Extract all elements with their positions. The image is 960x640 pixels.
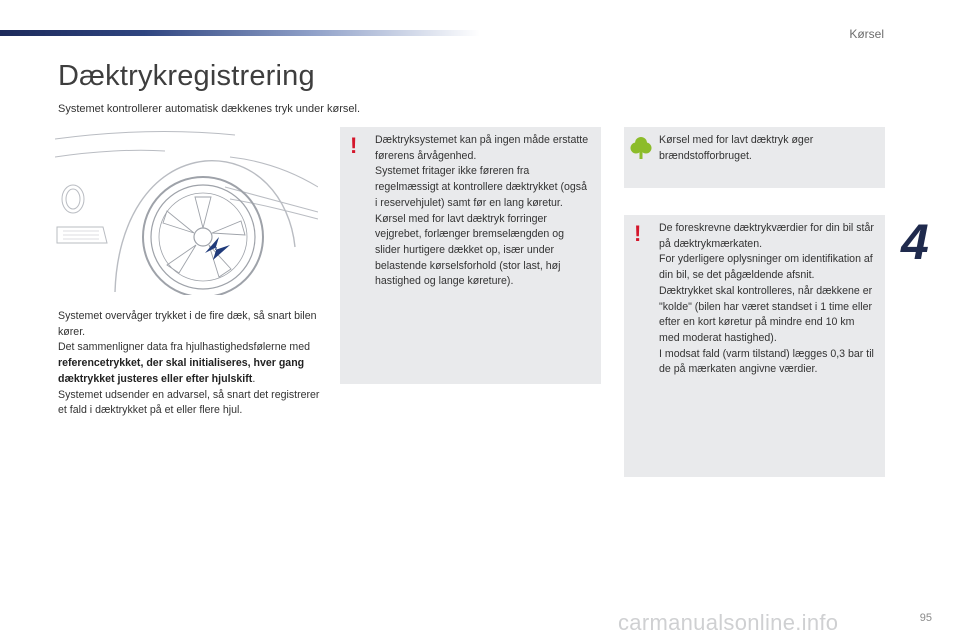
body-paragraph-2-bold: referencetrykket, der skal initialiseres, hver gang dæktrykket justeres eller efter hjulskift — [58, 357, 305, 385]
warning-box-1-paragraph-2: Systemet fritager ikke føreren fra regelmæssigt at kontrollere dæktrykket (også i reservehjulet) samt før en lang køretur. — [375, 165, 587, 209]
wheel-illustration — [55, 127, 318, 295]
warning-box-tyre-pressure-values — [624, 215, 885, 477]
arrow-icon — [205, 237, 230, 260]
warning-box-2-paragraph-4: I modsat fald (varm tilstand) lægges 0,3 bar til de på mærkaten angivne værdier. — [659, 347, 874, 376]
watermark: carmanualsonline.info — [618, 610, 839, 635]
body-paragraph-2 — [58, 340, 320, 387]
page-title: Dæktrykregistrering — [58, 60, 315, 92]
warning-box-2-paragraph-1: De foreskrevne dæktrykværdier for din bil står på dæktrykmærkaten. — [659, 222, 874, 250]
header-gradient-bar — [0, 30, 480, 36]
tree-icon — [630, 136, 652, 160]
warning-box-2-paragraph-3: Dæktrykket skal kontrolleres, når dækkene er "kolde" (bilen har været standset i 1 time eller efter en kort køretur på mindre end 10 km med moderat hastighed). — [659, 284, 873, 344]
eco-box-fuel-consumption — [624, 127, 885, 188]
body-paragraph-1: Systemet overvåger trykket i de fire dæk, så snart bilen kører. — [58, 310, 317, 338]
warning-box-1-paragraph-3: Kørsel med for lavt dæktryk forringer vejgrebet, forlænger bremselængden og slider hurtigere dækket op, især under belastende kørselsforhold (stor last, høj hastighed og lange køreture). — [375, 212, 565, 288]
warning-box-1-text — [375, 133, 591, 290]
warning-box-driver-attention — [340, 127, 601, 384]
section-label: Kørsel — [849, 27, 884, 41]
exclamation-icon: ! — [634, 221, 642, 246]
body-paragraph-2-end: . — [252, 372, 256, 385]
intro-text: Systemet kontrollerer automatisk dækkenes tryk under kørsel. — [58, 103, 361, 115]
warning-box-2-text — [659, 221, 875, 378]
warning-box-2-paragraph-2: For yderligere oplysninger om identifikation af din bil, se det pågældende afsnit. — [659, 253, 873, 282]
page-number: 95 — [919, 612, 932, 624]
eco-box-text: Kørsel med for lavt dæktryk øger brændstofforbruget. — [659, 134, 814, 162]
body-paragraph-3: Systemet udsender en advarsel, så snart det registrerer et fald i dæktrykket på et eller flere hjul. — [58, 388, 320, 417]
chapter-number: 4 — [901, 214, 929, 270]
body-paragraph-2-start: Det sammenligner data fra hjulhastighedsfølerne med — [58, 341, 311, 354]
exclamation-icon: ! — [350, 133, 358, 158]
warning-box-1-paragraph-1: Dæktryksystemet kan på ingen måde erstatte førerens årvågenhed. — [375, 134, 589, 162]
body-text — [58, 309, 320, 419]
